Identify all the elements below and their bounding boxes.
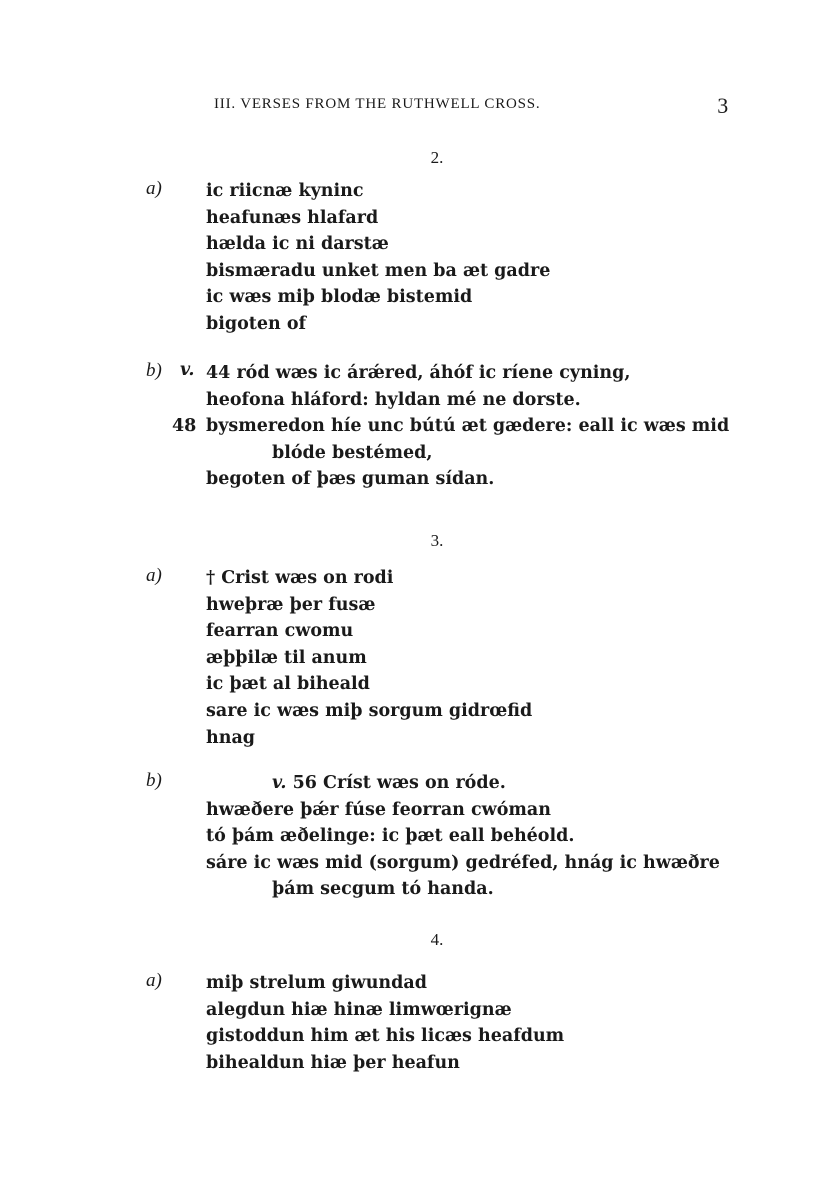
- verse-line: 44 ród wæs ic árǽred, áhóf ic ríene cyning,: [206, 363, 631, 383]
- version-marker: b): [146, 360, 162, 381]
- verse-line: hælda ic ni darstæ: [206, 234, 389, 255]
- verse-line: † Crist wæs on rodi: [206, 568, 394, 588]
- verse-lines: [206, 178, 550, 338]
- verse-line: ic wæs miþ blodæ bistemid: [206, 287, 473, 308]
- verse-line: heafunæs hlafard: [206, 207, 379, 228]
- verse-line: blóde bestémed,: [272, 442, 433, 463]
- verse-line-with-reference: [206, 770, 720, 797]
- verse-line-text: 56 Críst wæs on róde.: [292, 773, 506, 793]
- verse-line-numbered: [172, 413, 730, 440]
- verse-line: gistoddun him æt his licæs heafdum: [206, 1026, 565, 1047]
- verse-line: þám secgum tó handa.: [272, 879, 494, 900]
- verse-abbrev: v.: [180, 360, 195, 380]
- verse-line: bismæradu unket men ba æt gadre: [206, 260, 551, 281]
- version-marker: a): [146, 178, 162, 199]
- verse-lines: [206, 970, 564, 1076]
- verse-line: hweþræ þer fusæ: [206, 594, 376, 615]
- verse-reference: [180, 360, 195, 380]
- verse-line: ic þæt al biheald: [206, 674, 370, 695]
- verse-line: sáre ic wæs mid (sorgum) gedréfed, hnág ic hwæðre: [206, 852, 720, 873]
- verse-line: heofona hláford: hyldan mé ne dorste.: [206, 389, 581, 410]
- verse-line: tó þám æðelinge: ic þæt eall behéold.: [206, 826, 575, 847]
- running-header: [214, 94, 729, 118]
- verse-line: bigoten of: [206, 313, 307, 334]
- verse-line: alegdun hiæ hinæ limwœrignæ: [206, 999, 512, 1020]
- verse-line: ic riicnæ kyninc: [206, 181, 364, 201]
- verse-line: begoten of þæs guman sídan.: [206, 469, 495, 490]
- verse-line-text: bysmeredon híe unc bútú æt gædere: eall ic wæs mid: [206, 416, 730, 437]
- verse-line: fearran cwomu: [206, 621, 354, 642]
- version-marker: a): [146, 970, 162, 991]
- verse-lines: [172, 360, 730, 493]
- section-number-2: 2.: [430, 148, 444, 167]
- version-marker: a): [146, 565, 162, 586]
- verse-line: bihealdun hiæ þer heafun: [206, 1052, 460, 1073]
- verse-line: æþþilæ til anum: [206, 647, 367, 668]
- verse-abbrev: v.: [272, 773, 287, 793]
- version-marker: b): [146, 770, 162, 791]
- verse-line: hnag: [206, 727, 256, 748]
- verse-line: miþ strelum giwundad: [206, 973, 427, 993]
- verse-line: hwæðere þǽr fúse feorran cwóman: [206, 799, 551, 820]
- line-number: 48: [172, 416, 197, 437]
- verse-line: sare ic wæs miþ sorgum gidrœfid: [206, 700, 533, 721]
- verse-lines: [206, 565, 532, 751]
- verse-lines: [206, 770, 720, 903]
- section-number-3: 3.: [430, 531, 444, 550]
- page-number: 3: [717, 93, 729, 118]
- running-title: III. VERSES FROM THE RUTHWELL CROSS.: [214, 96, 541, 112]
- section-number-4: 4.: [430, 930, 444, 949]
